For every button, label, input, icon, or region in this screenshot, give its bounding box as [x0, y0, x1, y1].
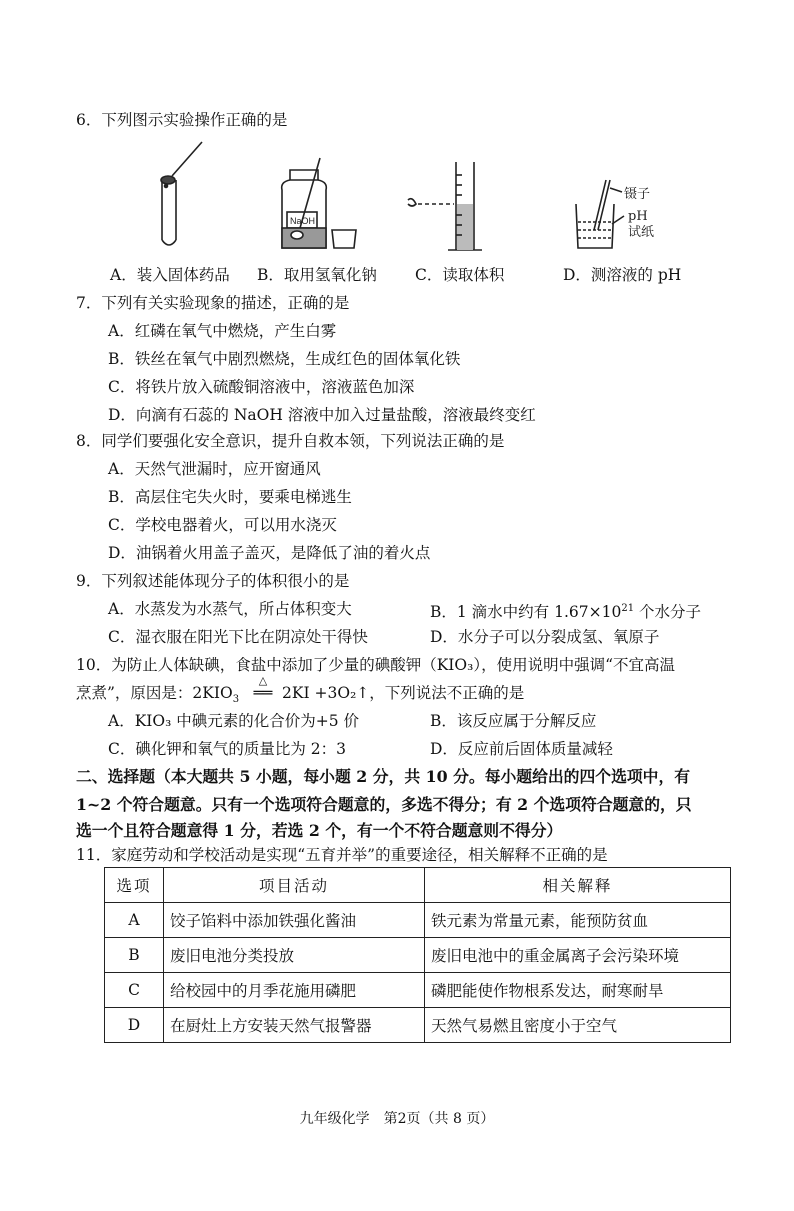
row-option: C — [105, 973, 164, 1008]
q7-option-c: C．将铁片放入硫酸铜溶液中，溶液蓝色加深 — [108, 378, 415, 396]
row-explanation: 天然气易燃且密度小于空气 — [425, 1008, 731, 1043]
table-row — [105, 938, 731, 973]
q10-line2: 烹煮”，原因是：$2KIO_3$ △ ══ 2KI +3O₂↑，下列说法不正确的是 — [76, 674, 525, 706]
q7-stem: 7．下列有关实验现象的描述，正确的是 — [76, 294, 350, 312]
row-option: B — [105, 938, 164, 973]
q11-stem: 11．家庭劳动和学校活动是实现“五育并举”的重要途径，相关解释不正确的是 — [76, 846, 608, 864]
q6-stem: 6．下列图示实验操作正确的是 — [76, 111, 288, 129]
q9-option-a: A．水蒸发为水蒸气，所占体积变大 — [108, 600, 352, 618]
q7-option-b: B．铁丝在氧气中剧烈燃烧，生成红色的固体氧化铁 — [108, 350, 461, 368]
equation-arrow: △ ══ — [253, 674, 273, 702]
q7-option-a: A．红磷在氧气中燃烧，产生白雾 — [108, 322, 337, 340]
table-header-row — [105, 868, 731, 903]
row-activity: 给校园中的月季花施用磷肥 — [164, 973, 425, 1008]
fig-b-naoh-label: NaOH — [290, 216, 316, 226]
q6-figures — [150, 140, 670, 260]
row-activity: 饺子馅料中添加铁强化酱油 — [164, 903, 425, 938]
q10-option-b: B．该反应属于分解反应 — [430, 712, 597, 730]
fig-b-reagent-jar-icon — [282, 158, 356, 248]
header-option: 选项 — [105, 868, 164, 903]
header-activity: 项目活动 — [164, 868, 425, 903]
row-explanation: 废旧电池中的重金属离子会污染环境 — [425, 938, 731, 973]
fig-d-ph-label: pH — [628, 209, 648, 224]
table-row — [105, 903, 731, 938]
row-explanation: 磷肥能使作物根系发达，耐寒耐旱 — [425, 973, 731, 1008]
q6-option-d: D．测溶液的 pH — [563, 266, 682, 284]
page-footer: 九年级化学 第2页（共 8 页） — [299, 1111, 495, 1127]
section2-line2: 1~2 个符合题意。只有一个选项符合题意的，多选不得分；有 2 个选项符合题意的，只 — [76, 795, 692, 814]
header-explanation: 相关解释 — [425, 868, 731, 903]
fig-d-paper-label: 试纸 — [628, 225, 655, 240]
row-option: A — [105, 903, 164, 938]
q8-option-b: B．高层住宅失火时，要乘电梯逃生 — [108, 488, 352, 506]
q8-option-c: C．学校电器着火，可以用水浇灭 — [108, 516, 337, 534]
q6-option-a: A．装入固体药品 — [110, 266, 230, 284]
q9-stem: 9．下列叙述能体现分子的体积很小的是 — [76, 572, 350, 590]
row-option: D — [105, 1008, 164, 1043]
q8-option-a: A．天然气泄漏时，应开窗通风 — [108, 460, 321, 478]
q9-option-b: B．1 滴水中约有 $1.67\times 10^{21}$ 个水分子 — [430, 603, 702, 622]
fig-a-test-tube-icon — [161, 142, 202, 245]
q10-option-a: A．KIO₃ 中碘元素的化合价为+5 价 — [108, 712, 360, 730]
fig-d-beaker-icon — [576, 180, 624, 248]
q11-table — [104, 867, 731, 1043]
q9-option-d: D．水分子可以分裂成氢、氧原子 — [430, 628, 660, 646]
q7-option-d: D．向滴有石蕊的 NaOH 溶液中加入过量盐酸，溶液最终变红 — [108, 406, 536, 424]
q9-option-c: C．湿衣服在阳光下比在阴凉处干得快 — [108, 628, 368, 646]
q10-option-d: D．反应前后固体质量减轻 — [430, 740, 613, 758]
q8-stem: 8．同学们要强化安全意识，提升自救本领，下列说法正确的是 — [76, 432, 505, 450]
row-activity: 废旧电池分类投放 — [164, 938, 425, 973]
q8-option-d: D．油锅着火用盖子盖灭，是降低了油的着火点 — [108, 544, 431, 562]
fig-d-tweezers-label: 镊子 — [624, 187, 651, 202]
q10-option-c: C．碘化钾和氧气的质量比为 2：3 — [108, 740, 347, 758]
row-explanation: 铁元素为常量元素，能预防贫血 — [425, 903, 731, 938]
section2-line1: 二、选择题（本大题共 5 小题，每小题 2 分，共 10 分。每小题给出的四个选项中，有 — [76, 767, 691, 786]
table-row — [105, 973, 731, 1008]
row-activity: 在厨灶上方安装天然气报警器 — [164, 1008, 425, 1043]
q6-option-c: C．读取体积 — [415, 266, 505, 284]
fig-c-cylinder-icon — [408, 162, 482, 250]
table-row — [105, 1008, 731, 1043]
section2-line3: 选一个且符合题意得 1 分，若选 2 个，有一个不符合题意则不得分） — [76, 821, 563, 840]
q6-option-b: B．取用氢氧化钠 — [257, 266, 377, 284]
q10-line1: 10．为防止人体缺碘，食盐中添加了少量的碘酸钾（KIO₃），使用说明中强调“不宜高温 — [76, 656, 676, 674]
